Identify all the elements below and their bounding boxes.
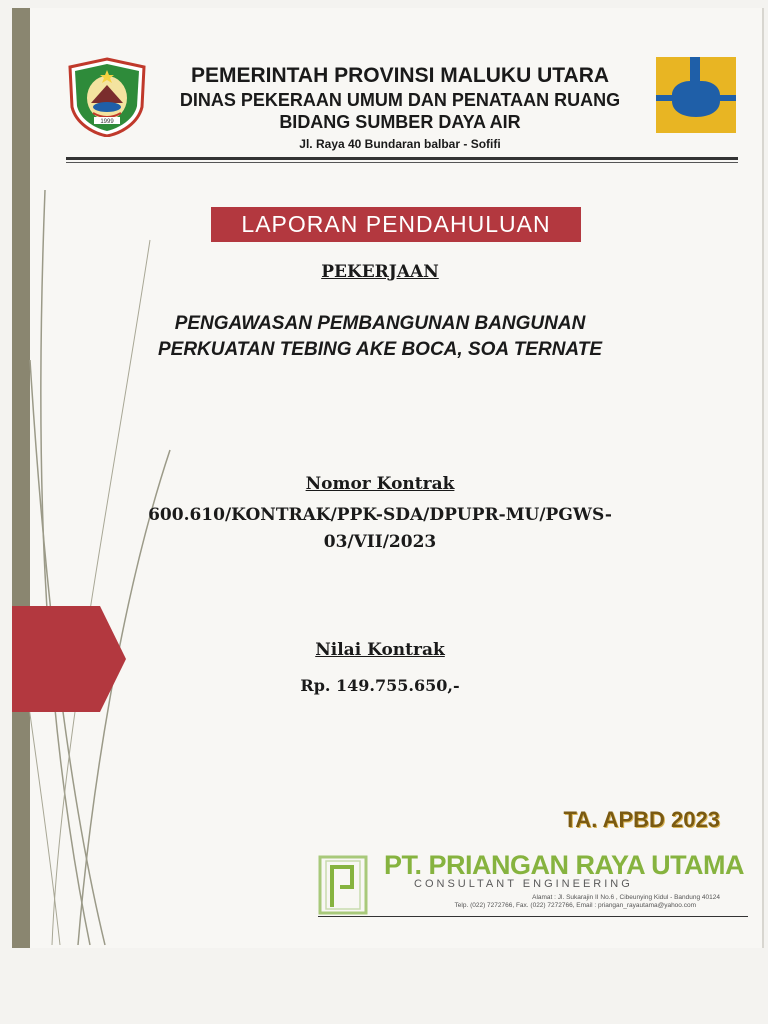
header-government-title: PEMERINTAH PROVINSI MALUKU UTARA	[190, 64, 610, 87]
budget-year: TA. APBD 2023	[563, 807, 720, 832]
contract-number-label: Nomor Kontrak	[305, 474, 455, 494]
header-rule-thin	[66, 162, 738, 163]
consultant-name: PT. PRIANGAN RAYA UTAMA	[384, 850, 745, 880]
report-title-banner: LAPORAN PENDAHULUAN	[211, 207, 581, 242]
contract-number-line-1: 600.610/KONTRAK/PPK-SDA/DPUPR-MU/PGWS-	[148, 505, 612, 525]
contract-value: Rp. 149.755.650,-	[300, 676, 460, 695]
header-rule	[66, 157, 738, 160]
header-address: Jl. Raya 40 Bundaran balbar - Sofifi	[299, 137, 501, 151]
header-department-title: DINAS PEKERAAN UMUM DAN PENATAAN RUANG	[179, 90, 621, 110]
work-title-line-1: PENGAWASAN PEMBANGUNAN BANGUNAN	[174, 313, 586, 334]
maluku-utara-emblem-icon	[66, 57, 148, 137]
work-title-line-2: PERKUATAN TEBING AKE BOCA, SOA TERNATE	[157, 339, 603, 360]
header-division-title: BIDANG SUMBER DAYA AIR	[279, 112, 521, 132]
work-heading: PEKERJAAN	[321, 262, 439, 282]
pupr-logo-icon	[656, 57, 736, 133]
footer-rule	[318, 916, 748, 917]
contract-value-label: Nilai Kontrak	[315, 640, 445, 660]
contract-number-line-2: 03/VII/2023	[323, 532, 437, 552]
consultant-subtitle: CONSULTANT ENGINEERING	[414, 878, 633, 890]
consultant-contact: Telp. (022) 7272766, Fax. (022) 7272766, Email : priangan_rayautama@yahoo.com	[454, 902, 696, 909]
emblem-year: 1999	[100, 119, 114, 125]
consultant-address: Alamat : Jl. Sukarajin II No.6 , Cibeunying Kidul - Bandung 40124	[532, 894, 720, 901]
